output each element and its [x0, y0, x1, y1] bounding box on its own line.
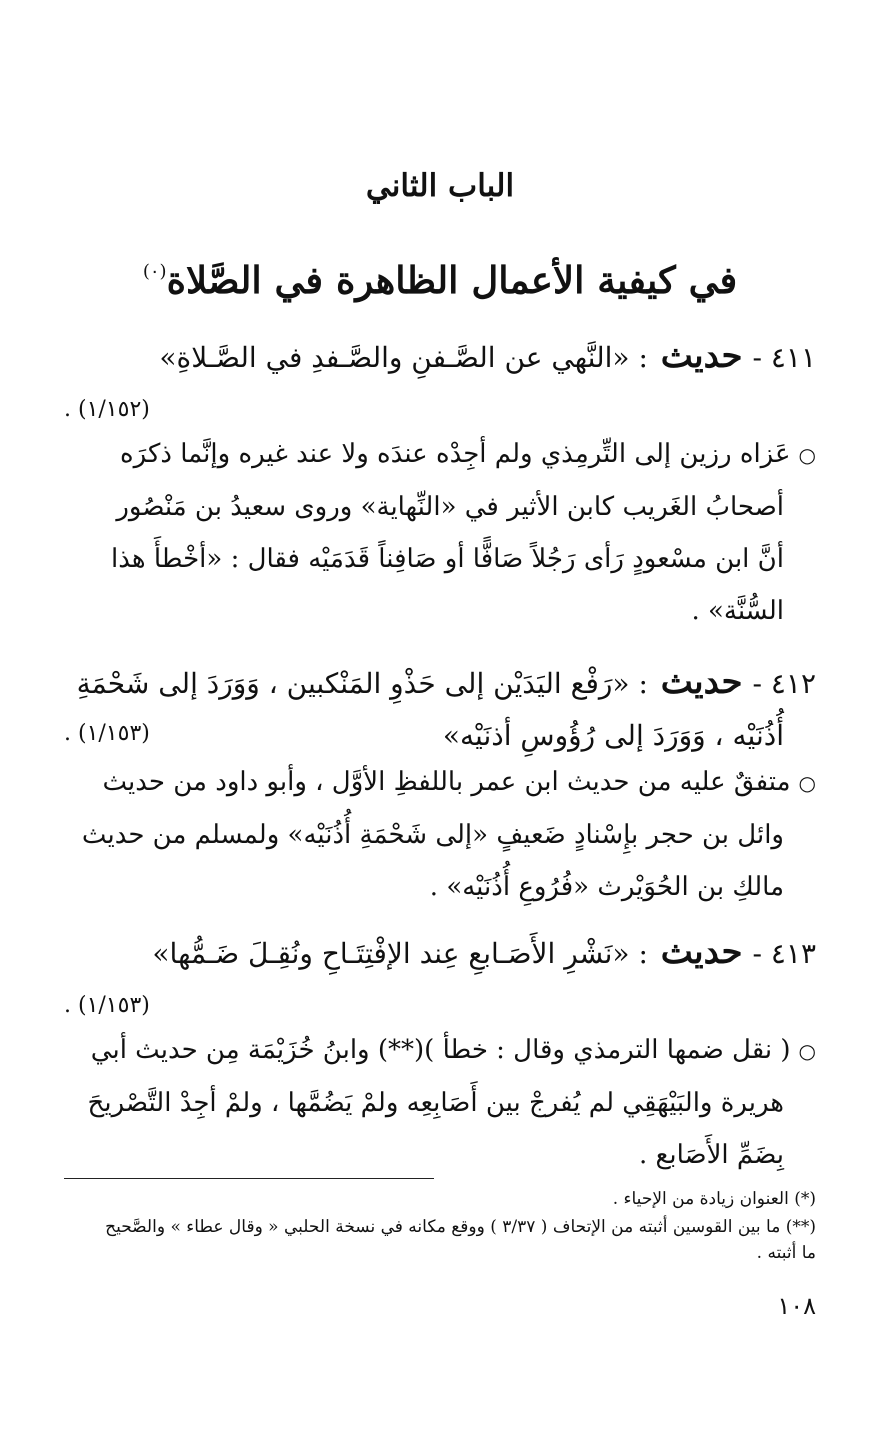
comment-line: ○عَزاه رزين إلى التِّرمِذي ولم أجِدْه عندَه ولا عند غيره وإنَّما ذكرَه: [120, 439, 816, 469]
comment-line: ○( نقل ضمها الترمذي وقال : خطأ )(**) وابنُ خُزَيْمَة مِن حديث أبي: [90, 1035, 816, 1065]
footnote-1: (*) العنوان زيادة من الإحياء .: [612, 1189, 816, 1209]
hadith-keyword: حديث: [660, 932, 743, 972]
book-page: [64, 0, 816, 1437]
hadith-ref: (١/١٥٣) .: [64, 993, 150, 1018]
hadith-413: ٤١٣ -حديث : «نَشْرِ الأَصَـابعِ عِند الإفْتِتَـاحِ ونُقِـلَ ضَـمُّها»: [152, 932, 816, 972]
section-title: [64, 246, 816, 306]
hadith-comment: [64, 428, 816, 637]
comment-line: أنَّ ابن مسْعودٍ رَأى رَجُلاً صَافًّا أو صَافِناً قَدَمَيْه فقال : «أخْطأَ هذا: [111, 544, 784, 574]
comment-line: وائل بن حجر بإِسْنادٍ ضَعيفٍ «إلى شَحْمَةِ أُذُنَيْه» ولمسلم من حديث: [81, 820, 784, 850]
hadith-text: «النَّهي عن الصَّـفنِ والصَّـفدِ في الصَّـلاةِ»: [159, 341, 630, 374]
hadith-411: ٤١١ -حديث : «النَّهي عن الصَّـفنِ والصَّـفدِ في الصَّـلاةِ»: [159, 336, 816, 376]
comment-line: أصحابُ الغَريب كابن الأثير في «النِّهاية» وروى سعيدُ بن مَنْصُور: [116, 492, 784, 522]
hadith-keyword: حديث: [660, 336, 743, 376]
hadith-ref: (١/١٥٣) .: [64, 721, 150, 746]
footnote-2: (**) ما بين القوسين أثبته من الإتحاف ( ٣/٣٧ ) ووقع مكانه في نسخة الحلبي « وقال عطاء » والصَّحيح: [105, 1217, 816, 1237]
footnote-divider: [64, 1178, 434, 1179]
circle-bullet-icon: ○: [798, 771, 816, 795]
chapter-title: الباب الثاني: [365, 168, 515, 204]
hadith-number: ٤١١ -: [752, 341, 816, 374]
footnote-2-continued: ما أثبته .: [756, 1243, 816, 1263]
comment-line: هريرة والبَيْهَقِي لم يُفرجْ بين أَصَابِعِه ولمْ يَضُمَّها ، ولمْ أجِدْ التَّصْريحَ: [87, 1088, 784, 1118]
comment-line: ○متفقٌ عليه من حديث ابن عمر باللفظِ الأوَّل ، وأبو داود من حديث: [102, 767, 816, 797]
comment-line: السُّنَّة» .: [691, 596, 784, 626]
hadith-ref: (١/١٥٢) .: [64, 397, 150, 422]
hadith-number: ٤١٢ -: [752, 667, 816, 700]
hadith-text: «نَشْرِ الأَصَـابعِ عِند الإفْتِتَـاحِ ونُقِـلَ ضَـمُّها»: [152, 937, 630, 970]
section-title-marker: (٠): [142, 261, 167, 282]
hadith-comment: [64, 1024, 816, 1181]
page-number: ١٠٨: [777, 1292, 816, 1320]
hadith-412: ٤١٢ -حديث : «رَفْع اليَدَيْن إلى حَذْوِ المَنْكبين ، وَوَرَدَ إلى شَحْمَةِ أُذُنَيْه ، وَوَرَدَ إلى رُؤُوسِ أذنَيْه»: [64, 656, 816, 762]
circle-bullet-icon: ○: [798, 1039, 816, 1063]
comment-line: بِضَمِّ الأَصَابع .: [638, 1140, 784, 1170]
section-title-text: في كيفية الأعمال الظاهرة في الصَّلاة: [166, 258, 738, 302]
hadith-comment: [64, 756, 816, 913]
comment-line: مالكِ بن الحُوَيْرث «فُرُوعِ أُذُنَيْه» .: [429, 872, 784, 902]
hadith-text: «رَفْع اليَدَيْن إلى حَذْوِ المَنْكبين ، وَوَرَدَ إلى شَحْمَةِ: [76, 667, 630, 700]
hadith-number: ٤١٣ -: [752, 937, 816, 970]
circle-bullet-icon: ○: [798, 443, 816, 467]
hadith-text: أُذُنَيْه ، وَوَرَدَ إلى رُؤُوسِ أذنَيْه»: [442, 719, 784, 752]
hadith-keyword: حديث: [660, 662, 743, 702]
